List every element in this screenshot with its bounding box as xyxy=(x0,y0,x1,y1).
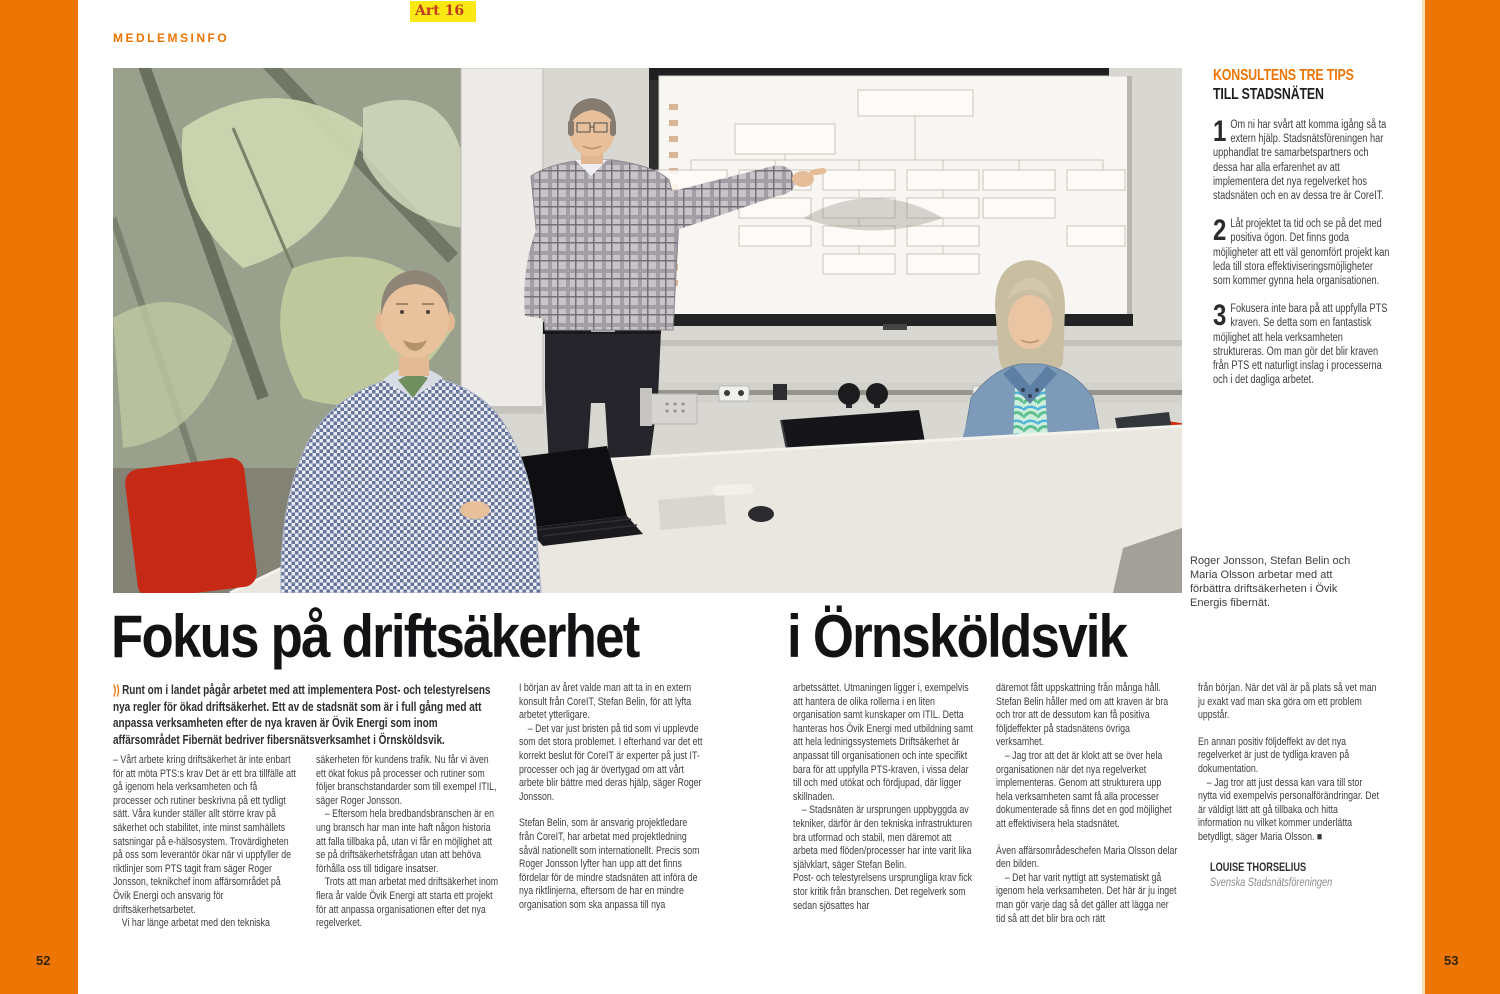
tips-sidebar xyxy=(1213,66,1393,387)
column-paragraphs xyxy=(793,682,977,913)
photo-mouse xyxy=(748,506,774,522)
column-paragraphs xyxy=(519,682,703,913)
body-paragraph: En annan positiv följdeffekt av det nya regelverket är just de tydliga kraven på dokumentation. xyxy=(1198,735,1350,775)
column-paragraphs xyxy=(1198,682,1382,845)
body-paragraph: – Eftersom hela bredbandsbranschen är en ung bransch har man inte haft någon historia att falla tillbaka på, utan vi får en möjlighet att se på driftsäkerhetsfrågan utan att behöva förhålla oss till tidigare insatser. xyxy=(316,808,495,875)
tips-list xyxy=(1213,115,1392,387)
byline xyxy=(1198,861,1382,891)
column-paragraphs xyxy=(316,754,500,931)
tip-item xyxy=(1213,214,1392,288)
body-paragraph: Stefan Belin, som är ansvarig projektledare från CoreIT, har arbetat med projektledning såväl nationellt som internationellt. Precis som Roger Jonsson lyfter han upp att det finns fördelar för de mindre stadsnäten att införa de nya riktlinjerna, eftersom de har en mindre organisation som ska anpassa till nya xyxy=(519,817,700,911)
tip-text: Låt projektet ta tid och se på det med positiva ögon. Det finns goda möjligheter att ett väl genomfört projekt kan leda till stora effektiviseringsmöjligheter som kommer gynna hela organisationen. xyxy=(1213,218,1390,288)
tips-title-line1: KONSULTENS TRE TIPS xyxy=(1213,67,1354,84)
right-margin-bar xyxy=(1422,0,1500,994)
tip-text: Fokusera inte bara på att uppfylla PTS kraven. Se detta som en fantastisk möjlighet att hela verksamheten struktureras. Om man gör det blir kraven från PTS ett naturligt inslag i processerna och i det dagliga arbetet. xyxy=(1213,303,1388,387)
body-column-6 xyxy=(1198,682,1433,891)
headline-part-1: Fokus på driftsäkerhet xyxy=(111,603,639,670)
tips-title xyxy=(1213,66,1392,104)
intro-marker: )) xyxy=(113,683,120,697)
section-label: MEDLEMSINFO xyxy=(113,31,230,45)
body-paragraph: arbetssättet. Utmaningen ligger i, exempelvis att hantera de olika rollerna i en liten organisation samt kunskaper om ITIL. Detta hanteras hos Övik Energi med utbildning samt att hela ledningssystemets Driftsäkerhet är anpassat till organisationen och inte specifikt bara för att uppfylla PTS-kraven, i vissa delar till och med utökat och fördjupad, där ligger skillnaden. xyxy=(793,682,974,803)
page-number-left: 52 xyxy=(36,953,51,968)
body-paragraph: från början. När det väl är på plats så vet man ju exakt vad man ska göra om ett problem uppstår. xyxy=(1198,682,1377,722)
body-column-5 xyxy=(996,682,1231,926)
body-paragraph: däremot fått uppskattning från många håll. Stefan Belin håller med om att kraven är bra och tror att de dessutom kan få positiva följdeffekter på stadsnätens övriga verksamhet. xyxy=(996,682,1169,749)
photo-desk-phone xyxy=(640,388,697,426)
body-paragraph: – Jag tror att just dessa kan vara till stor nytta vid exempelvis personalförändringar. Det är väldigt lätt att gå tillbaka och hitta information nu vilket kommer underlätta betydligt, säger Maria Olsson. ■ xyxy=(1198,776,1379,843)
photo-illustration xyxy=(113,68,1182,593)
tip-number: 3 xyxy=(1213,299,1227,333)
byline-author: LOUISE THORSELIUS xyxy=(1210,861,1307,874)
tip-number: 1 xyxy=(1213,115,1227,148)
body-paragraph: I början av året valde man att ta in en extern konsult från CoreIT, Stefan Belin, för att lyfta arbetet ytterligare. xyxy=(519,682,692,722)
photo-caption: Roger Jonsson, Stefan Belin och Maria Olsson arbetar med att förbättra driftsäkerheten i Övik Energis fibernät. xyxy=(1190,555,1351,609)
byline-organization: Svenska Stadsnätsföreningen xyxy=(1210,876,1333,889)
body-column-2 xyxy=(316,754,551,931)
body-paragraph: Trots att man arbetat med driftsäkerhet inom flera år valde Övik Energi att starta ett projekt för att anpassa organisationen efter det nya regelverket. xyxy=(316,876,499,930)
body-paragraph: – Det har varit nyttigt att systematiskt gå igenom hela verksamheten. Det här är ju inget man gör varje dag så det gäller att lägga ner tid så att det blir bra och rätt xyxy=(996,871,1177,925)
body-paragraph: Post- och telestyrelsens ursprungliga krav fick stor kritik från branschen. Det regelverk som sedan sjösattes har xyxy=(793,872,973,912)
article-photo xyxy=(113,68,1182,593)
body-column-1 xyxy=(113,754,348,931)
body-paragraph: – Det var just bristen på tid som vi upplevde som det stora problemet. I efterhand var det ett korrekt beslut för CoreIT är experter på just IT-processer och jag är övertygad om att vårt arbete blir bättre med deras hjälp, säger Roger Jonsson. xyxy=(519,722,703,803)
intro-text: Runt om i landet pågår arbetet med att implementera Post- och telestyrelsens nya regler för ökad driftsäkerhet. Ett av de stadsnät som är i full gång med att anpassa verksamheten efter de nya kraven är Övik Energi som inom affärsområdet Fibernät bedriver fibersnätsverksamhet i Örnsköldsvik. xyxy=(113,683,491,747)
column-paragraphs xyxy=(113,754,297,931)
left-margin-bar xyxy=(0,0,78,994)
body-paragraph: – Vårt arbete kring driftsäkerhet är inte enbart för att möta PTS:s krav Det är ett bra tillfälle att gå igenom hela verksamheten och få processer och rutiner beskrivna på ett tydligt sätt. Våra kunder ställer allt större krav på säkerhet och stabilitet, inte minst samhällets satsningar på e-hälsosystem. Trovärdigheten på oss som leverantör ökar när vi uppfyller de riktlinjer som PTS tagit fram säger Roger Jonsson, teknikchef inom affärsområdet på Övik Energi och ansvarig för driftsäkerhetsarbetet. xyxy=(113,754,296,916)
tip-item xyxy=(1213,115,1392,203)
photo-red-chair-left xyxy=(124,456,259,593)
photo-gray-pad xyxy=(658,494,726,530)
page-number-right: 53 xyxy=(1444,953,1459,968)
body-paragraph: – Stadsnäten är ursprungen uppbyggda av tekniker, därför är den tekniska infrastrukturen bra utformad och stabil, men däremot att arbeta med flöden/processer har inte varit lika självklart, säger Stefan Belin. xyxy=(793,804,973,871)
body-paragraph: – Jag tror att det är klokt att se över hela organisationen när det nya regelverket implementeras. Genom att strukturera upp hela verksamheten samt få alla processer dokumenterade så finns det en god möjlighet att effektivisera hela stadsnätet. xyxy=(996,749,1172,830)
column-paragraphs xyxy=(996,682,1180,926)
article-tag: Art 16 xyxy=(410,1,476,22)
tips-title-line2: TILL STADSNÄTEN xyxy=(1213,86,1324,103)
headline-part-2: i Örnsköldsvik xyxy=(787,603,1127,670)
photo-whiteboard xyxy=(461,68,543,413)
body-column-3 xyxy=(519,682,754,913)
body-paragraph: Vi har länge arbetat med den tekniska xyxy=(121,917,270,930)
tip-text: Om ni har svårt att komma igång så ta extern hjälp. Stadsnätsföreningen har upphandlat tre samarbetspartners och dessa har alla erfarenhet av att implementera det nya regelverket hos stadsnäten och en av dessa tre är CoreIT. xyxy=(1213,119,1387,203)
body-paragraph: säkerheten för kundens trafik. Nu får vi även ett ökat fokus på processer och rutiner som följer branschstandarder som till exempel ITIL, säger Roger Jonsson. xyxy=(316,754,497,807)
tip-number: 2 xyxy=(1213,214,1227,248)
body-column-4 xyxy=(793,682,1028,913)
tip-item xyxy=(1213,299,1392,387)
body-paragraph: Även affärsområdeschefen Maria Olsson delar den bilden. xyxy=(996,844,1178,871)
